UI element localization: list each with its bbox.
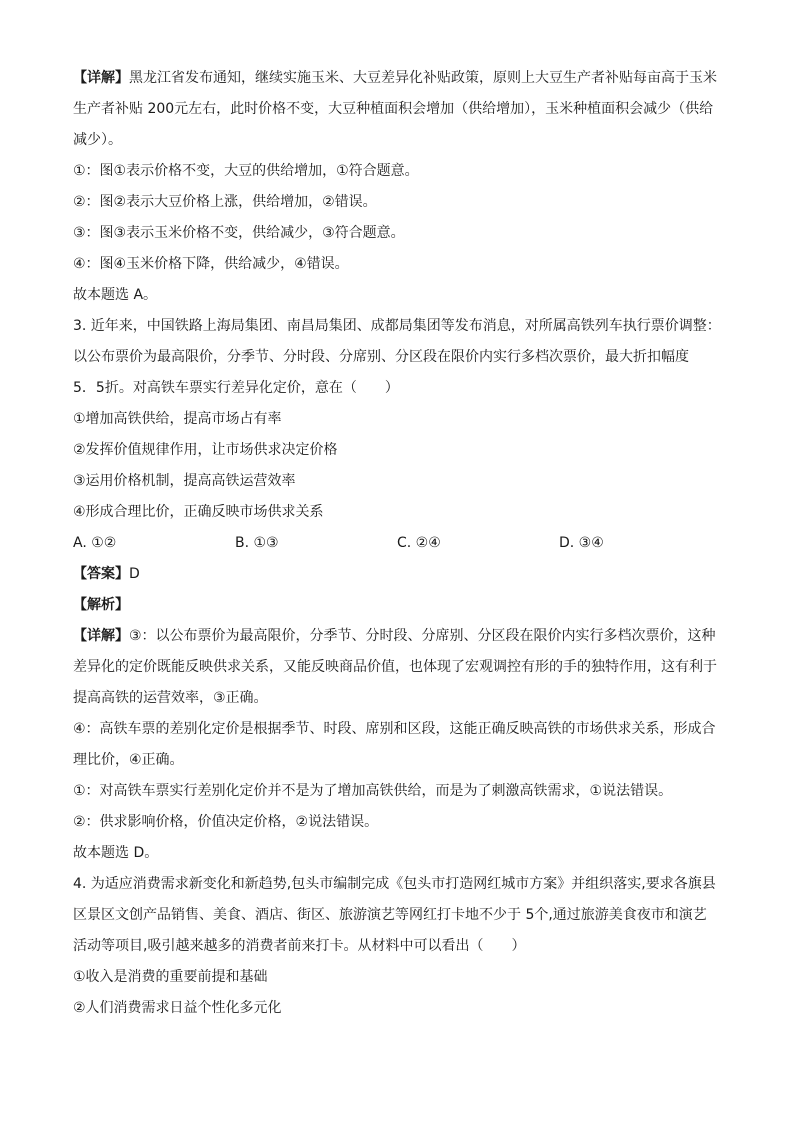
q3-options xyxy=(73,528,724,559)
q3-statement-2: ②发挥价值规律作用，让市场供求决定价格 xyxy=(73,442,338,458)
q3-stem-line-3: 5．5折。对高铁车票实行差异化定价，意在（ ） xyxy=(73,380,399,396)
q3-conclusion: 故本题选 D。 xyxy=(73,845,159,861)
detail-tag: 【详解】 xyxy=(73,70,129,86)
q3-detail-line-5: 理比价，④正确。 xyxy=(73,752,184,768)
q4-stem-line-2: 区景区文创产品销售、美食、酒店、街区、旅游演艺等网红打卡地不少于 5个,通过旅游美食夜市和演艺 xyxy=(73,907,707,923)
q3-analysis xyxy=(73,590,724,621)
q2-item-1: ①：图①表示价格不变，大豆的供给增加，①符合题意。 xyxy=(73,163,419,179)
q3-detail-line-1: 【详解】③：以公布票价为最高限价，分季节、分时段、分席别、分区段在限价内实行多档次票价，这种 xyxy=(73,628,716,644)
q2-detail-line-1: 【详解】黑龙江省发布通知，继续实施玉米、大豆差异化补贴政策，原则上大豆生产者补贴每亩高于玉米 xyxy=(73,70,717,86)
detail-tag: 【详解】 xyxy=(73,628,129,644)
q3-option-a: A. ①② xyxy=(73,535,117,551)
q3-statement-1: ①增加高铁供给，提高市场占有率 xyxy=(73,411,282,427)
q3-detail-line-2: 差异化的定价既能反映供求关系，又能反映商品价值，也体现了宏观调控有形的手的独特作用，这有利于 xyxy=(73,659,717,675)
q3-option-b: B. ①③ xyxy=(235,535,279,551)
q3-option-d: D. ③④ xyxy=(559,535,604,551)
analysis-tag: 【解析】 xyxy=(73,597,129,613)
q2-item-3: ③：图③表示玉米价格不变，供给减少，③符合题意。 xyxy=(73,225,405,241)
q4-stem-line-3: 活动等项目,吸引越来越多的消费者前来打卡。从材料中可以看出（ ） xyxy=(73,938,526,954)
q3-answer xyxy=(73,559,724,590)
q4-statement-1: ①收入是消费的重要前提和基础 xyxy=(73,969,268,985)
q3-detail-line-7: ②：供求影响价格，价值决定价格，②说法错误。 xyxy=(73,814,379,830)
q3-detail-line-3: 提高高铁的运营效率，③正确。 xyxy=(73,690,268,706)
q3-detail-line-6: ①：对高铁车票实行差别化定价并不是为了增加高铁供给，而是为了刺激高铁需求，①说法错误。 xyxy=(73,783,673,799)
q4-statement-2: ②人们消费需求日益个性化多元化 xyxy=(73,1000,282,1016)
q2-item-2: ②：图②表示大豆价格上涨，供给增加，②错误。 xyxy=(73,194,377,210)
q2-detail-line-2: 生产者补贴 200元左右，此时价格不变，大豆种植面积会增加（供给增加），玉米种植面积会减少（供给 xyxy=(73,101,714,117)
q3-stem-line-2: 以公布票价为最高限价，分季节、分时段、分席别、分区段在限价内实行多档次票价，最大折扣幅度 xyxy=(73,349,689,365)
q4-stem-line-1: 4. 为适应消费需求新变化和新趋势,包头市编制完成《包头市打造网红城市方案》并组织落实,要求各旗县 xyxy=(73,876,716,892)
answer-value: D xyxy=(129,566,140,582)
q3-stem-line-1: 3. 近年来，中国铁路上海局集团、南昌局集团、成都局集团等发布消息，对所属高铁列车执行票价调整： xyxy=(73,318,721,334)
q2-detail-line-3: 减少）。 xyxy=(73,132,122,148)
q3-option-c: C. ②④ xyxy=(397,535,441,551)
q2-conclusion: 故本题选 A。 xyxy=(73,287,158,303)
q2-item-4: ④：图④玉米价格下降，供给减少，④错误。 xyxy=(73,256,349,272)
q3-detail-line-4: ④：高铁车票的差别化定价是根据季节、时段、席别和区段，这能正确反映高铁的市场供求关系，形成合 xyxy=(73,721,716,737)
q3-statement-3: ③运用价格机制，提高高铁运营效率 xyxy=(73,473,296,489)
answer-tag: 【答案】 xyxy=(73,566,129,582)
q3-statement-4: ④形成合理比价，正确反映市场供求关系 xyxy=(73,504,324,520)
